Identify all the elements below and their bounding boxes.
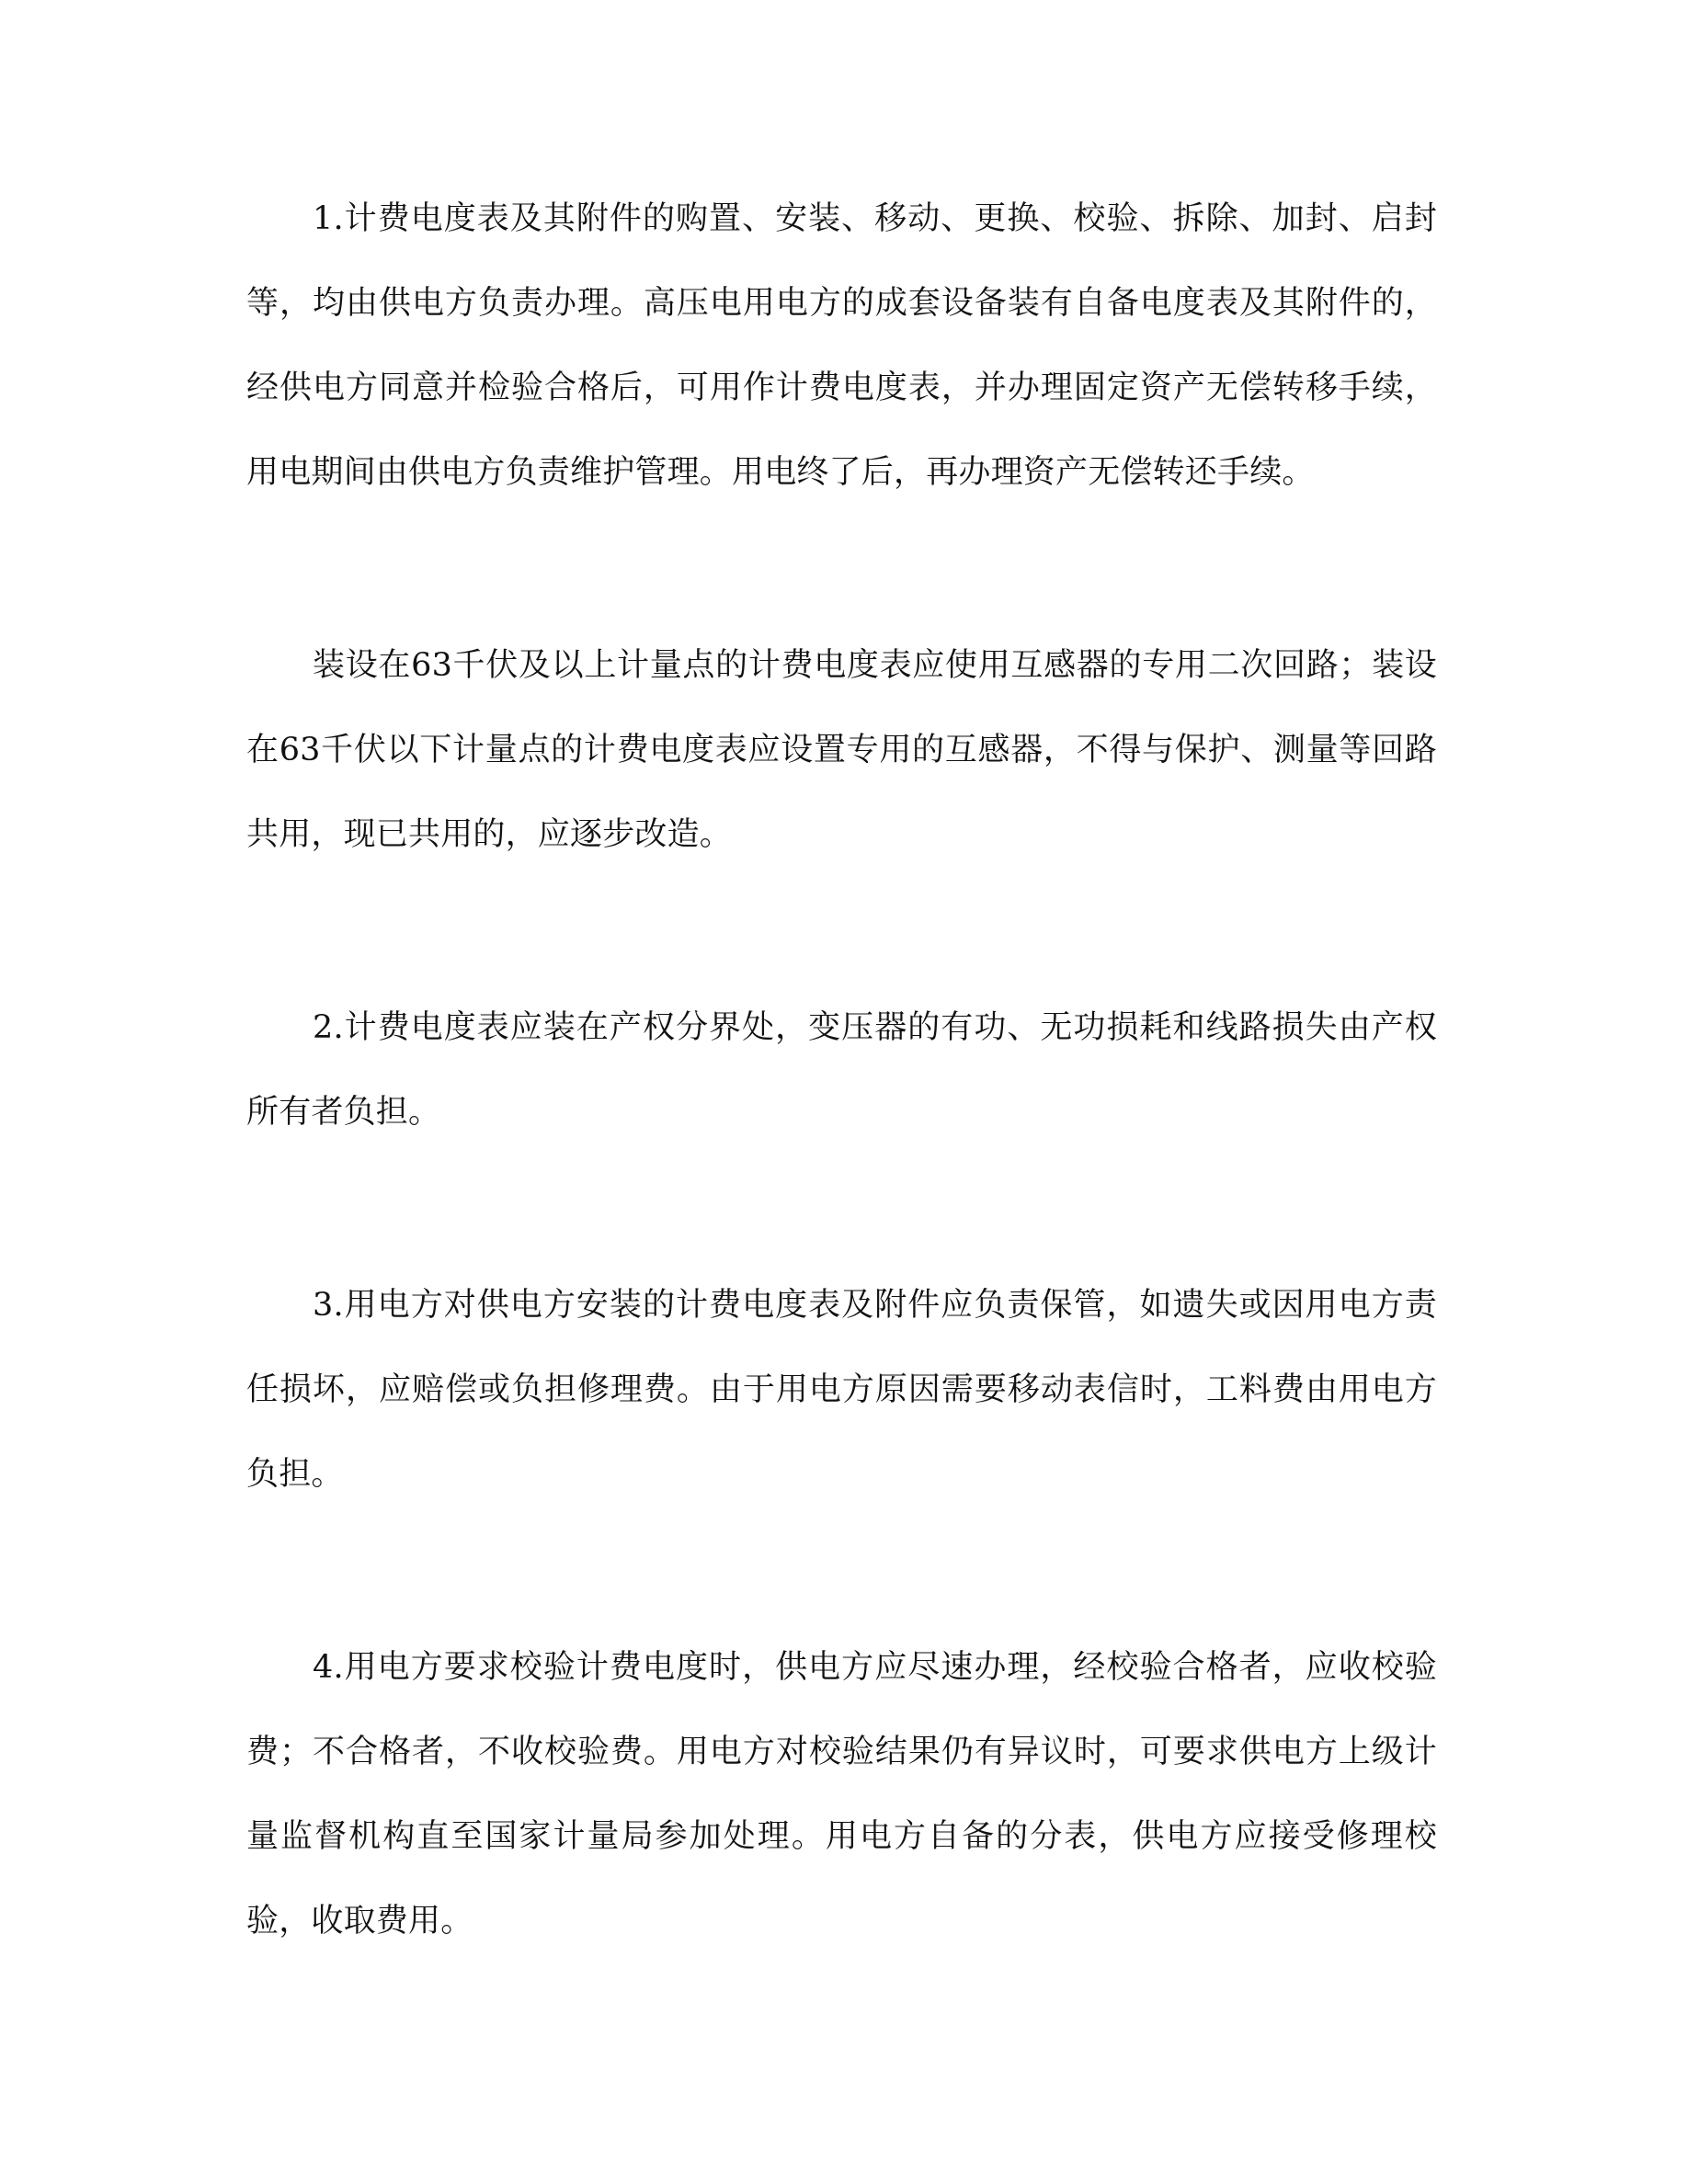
paragraph-1: 1.计费电度表及其附件的购置、安装、移动、更换、校验、拆除、加封、启封等，均由供电方负责办理。高压电用电方的成套设备装有自备电度表及其附件的，经供电方同意并检验合格后，可用作计费电度表，并办理固定资产无偿转移手续，用电期间由供电方负责维护管理。用电终了后，再办理资产无偿转还手续。 — [246, 200, 1437, 491]
document-body — [246, 176, 1437, 1963]
paragraph-4: 3.用电方对供电方安装的计费电度表及附件应负责保管，如遗失或因用电方责任损坏，应赔偿或负担修理费。由于用电方原因需要移动表信时，工料费由用电方负担。 — [246, 1287, 1437, 1493]
paragraph-2: 装设在63千伏及以上计量点的计费电度表应使用互感器的专用二次回路；装设在63千伏以下计量点的计费电度表应设置专用的互感器，不得与保护、测量等回路共用，现已共用的，应逐步改造。 — [246, 647, 1437, 853]
paragraph-5: 4.用电方要求校验计费电度时，供电方应尽速办理，经校验合格者，应收校验费；不合格者，不收校验费。用电方对校验结果仍有异议时，可要求供电方上级计量监督机构直至国家计量局参加处理。用电方自备的分表，供电方应接受修理校验，收取费用。 — [246, 1649, 1437, 1939]
paragraph-3: 2.计费电度表应装在产权分界处，变压器的有功、无功损耗和线路损失由产权所有者负担。 — [246, 1009, 1437, 1131]
